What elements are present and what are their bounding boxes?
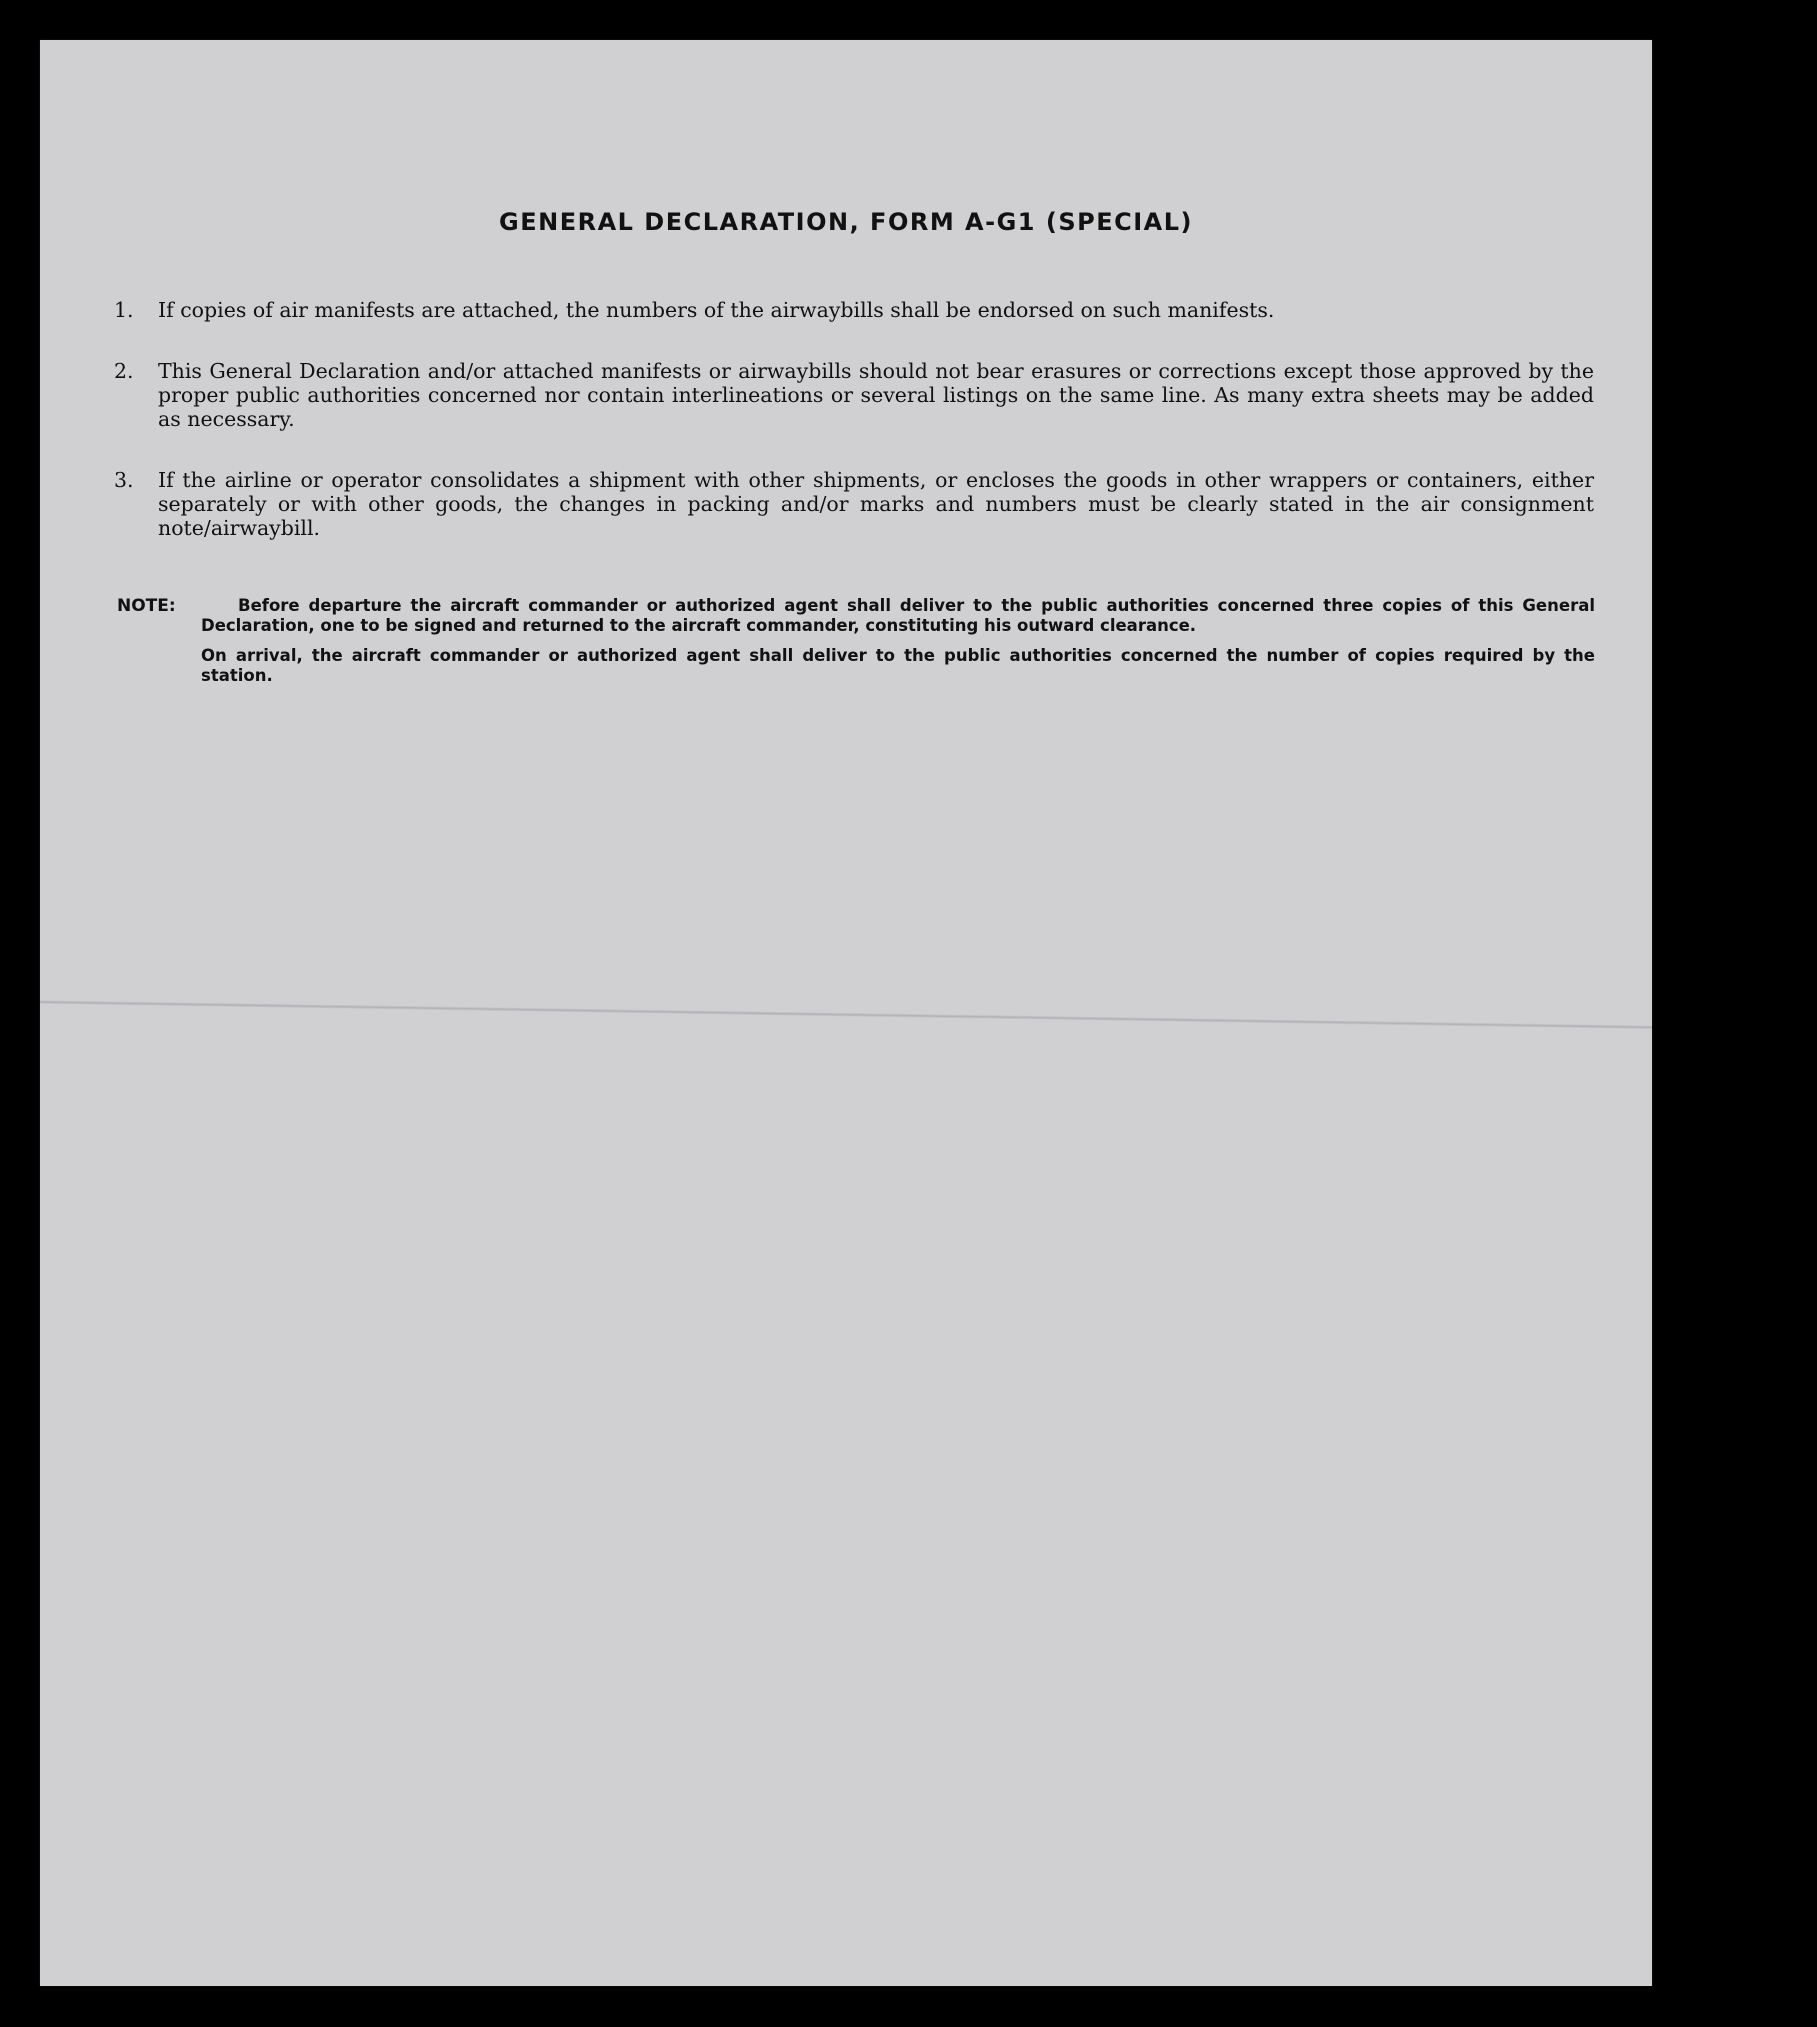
note-paragraph-arrival: On arrival, the aircraft commander or authorized agent shall deliver to the public authorities concerned the number of copies required by the station. bbox=[201, 646, 1595, 685]
item-text: This General Declaration and/or attached manifests or airwaybills should not bear erasures or corrections except those approved by the proper public authorities concerned nor contain interlineations or several listings on the same line. As many extra sheets may be added as necessary. bbox=[158, 359, 1594, 431]
document-title: GENERAL DECLARATION, FORM A-G1 (SPECIAL) bbox=[499, 208, 1193, 236]
note-label: NOTE: bbox=[117, 596, 176, 616]
instruction-item-3 bbox=[114, 468, 1594, 540]
document-page bbox=[40, 40, 1652, 1986]
instruction-list bbox=[114, 298, 1594, 577]
note-row bbox=[117, 596, 1595, 636]
note-section bbox=[117, 596, 1595, 686]
item-number: 1. bbox=[114, 298, 134, 322]
item-number: 3. bbox=[114, 468, 134, 492]
paper-fold-line bbox=[40, 1000, 1652, 1029]
item-number: 2. bbox=[114, 359, 134, 383]
item-text: If the airline or operator consolidates a shipment with other shipments, or encloses the goods in other wrappers or containers, either separately or with other goods, the changes in packing and/or marks and numbers must be clearly stated in the air consignment note/airwaybill. bbox=[158, 468, 1594, 540]
instruction-item-2 bbox=[114, 359, 1594, 431]
item-text: If copies of air manifests are attached, the numbers of the airwaybills shall be endorsed on such manifests. bbox=[158, 298, 1275, 322]
note-paragraph-departure: Before departure the aircraft commander or authorized agent shall deliver to the public authorities concerned three copies of this General Declaration, one to be signed and returned to the aircraft commander, constituting his outward clearance. bbox=[201, 596, 1595, 635]
instruction-item-1 bbox=[114, 298, 1594, 322]
